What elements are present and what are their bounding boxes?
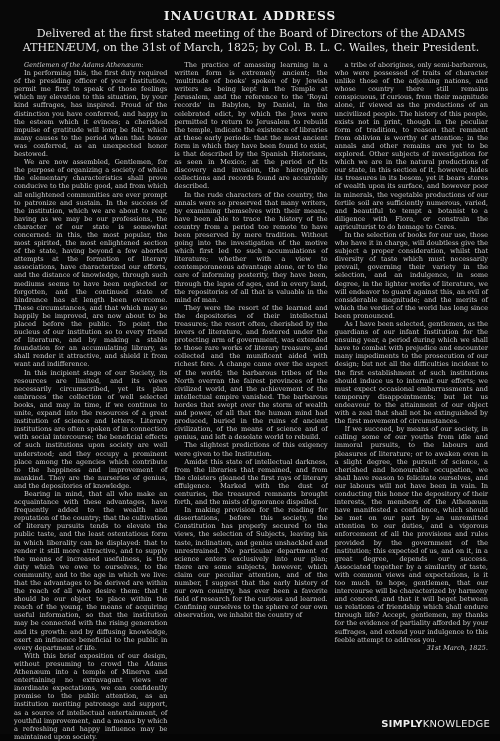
salutation: Gentlemen of the Adams Athenæum: — [24, 61, 144, 69]
paragraph: The practice of amassing learning in a written form is extremely ancient; the 'multitude of books' spoken of by Jewish writers as being kept in the Temple at Jerusalem, and the reference to the 'Royal records' in Babylon, by Daniel, in the celebrated edict, by which the Jews were permitted to return to Jerusalem to rebuild the temple, indicate the existence of libraries at these early periods: that the most ancient form in which they have been found to exist, is that described by the Spanish Historians, as seen in Mexico; at the period of its discovery and invasion, the hieroglyphic collections and records found are accurately described. — [174, 61, 328, 191]
paragraph: a tribe of aborigines, only semi-barbarous, who were possessed of traits of character unlike those of the adjoining nations, and whose country there still remains conspicuous, if curious, from their magnitude alone, if viewed as the productions of an uncivilized people. The history of this people, exists not in print, though in the peculiar form of tradition, to reason that remnant from oblivion is worthy of attention; in the annals and other remains are yet to be explored. Other subjects of investigation for which we are in the natural productions of our state, in this section of it, however, hides its treasures in its bosom, yet it bears stores of wealth upon its surface, and however poor in minerals, the vegetable productions of our fertile soil are sufficiently numerous, varied, and beautiful to tempt a botanist to a diligence with Flora, or constrain the agriculturist to do homage to Ceres. — [334, 61, 488, 231]
column-3 — [335, 61, 488, 741]
paragraph: With this brief exposition of our design, without presuming to crowd the Adams Athenæum into a temple of Minerva and entertaining no extravagant views or inordinate expectations, we can confidently promise to the public attention, as an institution meriting patronage and support, as a source of intellectual entertainment, of youthful improvement, and a means by which a refreshing and happy influence may be maintained upon society. — [14, 651, 168, 741]
paragraph: If we succeed, by means of our society, in calling some of our youths from idle and immoral pursuits, to the labours and pleasures of literature; or to awaken even in a slight degree, the pursuit of science, a cherished and honourable occupation, we shall have reason to felicitate ourselves, and our labours will not have been in vain. In conducting this honor the depository of their interests, the members of the Athenæum have manifested a confidence, which should be met on our part by an unremitted attention to our duties, and a vigorous enforcement of all the provisions and rules provided by the government of the institution; this expected of us, and on it, in a great degree, depends our success. Associated together by a similarity of taste, with common views and expectations, is it too much to hope, gentlemen, that our intercourse will be characterized by harmony and concord, and that it will beget between us relations of friendship which shall endure through life? Accept, gentlemen, my thanks for the evidence of partiality afforded by your suffrages, and extend your indulgence to this feeble attempt to address you. — [334, 425, 488, 644]
paragraph: Amidst this state of intellectual darkness, from the libraries that remained, and from the cloisters gleaned the first rays of literary effulgence. Marked with the dust of centuries, the treasured remnants brought forth, and the mists of ignorance dispelled. — [174, 457, 328, 507]
paragraph: Bearing in mind, that all who make an acquaintance with these advantages, have frequently added to the wealth and reputation of the country; that the cultivation of literary pursuits tends to elevate the public taste, and the least ostentatious form in which liberality can be displayed: that to render it still more attractive, and to supply the means of increased usefulness, is the duty which we owe to ourselves, to the community, and to the age in which we live: that the advantages to be derived are within the reach of all who desire them: that it should be our object to place within the reach of the young, the means of acquiring useful information, so that the institution may be connected with the rising generation and its growth: and by diffusing knowledge, exert an influence beneficial to the public in every department of life. — [14, 489, 168, 652]
paragraph: The slightest predictions of this exigency were given to the Institution. — [174, 441, 328, 458]
paragraph: In making provision for the reading for dissertations, before this society, the Constitution has properly secured to the views, the selection of Subjects, leaving his taste, inclination, and genius unshackled and unrestrained. No particular department of science enters exclusively into our plan; there are some subjects, however, which claim our peculiar attention, and of the number, I suggest that the early history of our own country, has ever been a favorite field of research for the curious and learned. Confining ourselves to the sphere of our own observation, we inhabit the country of — [174, 506, 328, 620]
page-subtitle: Delivered at the first stated meeting of the Board of Directors of the ADAMS ATHENÆUM, on the 31st of March, 1825; by Col. B. L. C. Wailes, their President. — [22, 27, 480, 54]
paragraph: As I have been selected, gentlemen, as the guardians of our infant Institution for the ensuing year, a period during which we shall have to combat with prejudice and encounter many impediments to the prosecution of our design; but not all the difficulties incident to the first establishment of such institutions should induce us to intermit our efforts; we must expect occasional embarrassments and temporary disappointments; but let us endeavour to the attainment of our object with a zeal that shall not be extinguished by the first movement of circumstances. — [334, 320, 488, 426]
paragraph: In the rude characters of the country, the annals were so preserved that many writers, by examining themselves with their means, have been able to trace the history of the country from a period too remote to have been preserved by mere tradition. Without going into the investigation of the motive which first led to such accumulations of literature; whether with a view to contemporaneous advantage alone, or to the care of informing posterity, they have been, through the lapse of ages, and in every land, the repositories of all that is valuable in the mind of man. — [174, 190, 328, 304]
paragraph: In performing this, the first duty required of the presiding officer of your Institution, permit me first to speak of those feelings which my elevation to this situation, by your kind suffrages, has inspired. Proud of the distinction you have conferred, and happy in the esteem which it evinces; a cherished impulse of gratitude will long be felt, which many causes to the period when that honor was conferred, as an unexpected honor bestowed. — [14, 69, 168, 159]
page-title: INAUGURAL ADDRESS — [163, 9, 337, 23]
paragraph: In the selection of books for our use, those who have it in charge, will doubtless give the subject a proper consideration, whilst that diversity of taste which must necessarily prevail, governing their variety in the selection, and an indulgence, in some degree, in the lighter works of literature, we will endeavor to guard against this, an evil of considerable magnitude; and the merits of which the verdict of the world has long since been pronounced. — [334, 230, 488, 320]
simply-knowledge-logo: SIMPLYKNOWLEDGE — [381, 719, 490, 730]
column-2 — [174, 61, 327, 741]
paragraph: In this incipient stage of our Society, its resources are limited, and its views necessarily circumscribed, yet its plan embraces the collection of well selected books, and may in time, if we continue to unite, expand into the resources of a great institution of science and letters. Literary institutions are often spoken of in connection with social intercourse; the beneficial effects of such institutions upon society are well understood; and they occupy a prominent place among the agencies which contribute to the happiness and improvement of mankind. They are the nurseries of genius, and the depositories of knowledge. — [14, 368, 168, 490]
paragraph: We are now assembled, Gentlemen, for the purpose of organizing a society of which the elementary characteristics shall prove conducive to the public good, and from which all enlightened communities are ever prompt to patronize and sustain. In the success of the institution, which we are about to rear, having as we may be our professions, the character of our state is somewhat concerned: in this, the most popular, the most spirited, the most enlightened section of the state, having beyond a few aborted attempts at the formation of literary associations, have characterized our efforts, and the distance of knowledge, through such mediums seems to have been neglected or forgotten, and the continued state of hindrance has at length been overcome. These circumstances, and that which may so happily be improved, are now about to be placed before the public. To point the nucleus of our institution so to every friend of literature, and by making a stable foundation for an accumulating library, as shall render it attractive, and shield it from want and indifference. — [14, 158, 168, 369]
signoff-date: 31st March, 1825. — [426, 643, 488, 652]
paragraph: They were the resort of the learned and the depositories of their intellectual treasures; the resort often, cherished by the lovers of literature, and fostered under the protecting arm of government, was extended to those rare works of literary treasure, and collected and the munificent aided with richest fere. A change came over the aspect of the world; the barbarous tribes of the North overran the fairest provinces of the civilized world, and the achievement of the intellectual empire vanished. The barbarous hordes that swept over the storm of wealth and power, of all that the human mind had produced, buried in the ruins of ancient civilization, of the means of science and of genius, and left a desolate world to rebuild. — [174, 303, 328, 442]
column-1 — [14, 61, 167, 741]
